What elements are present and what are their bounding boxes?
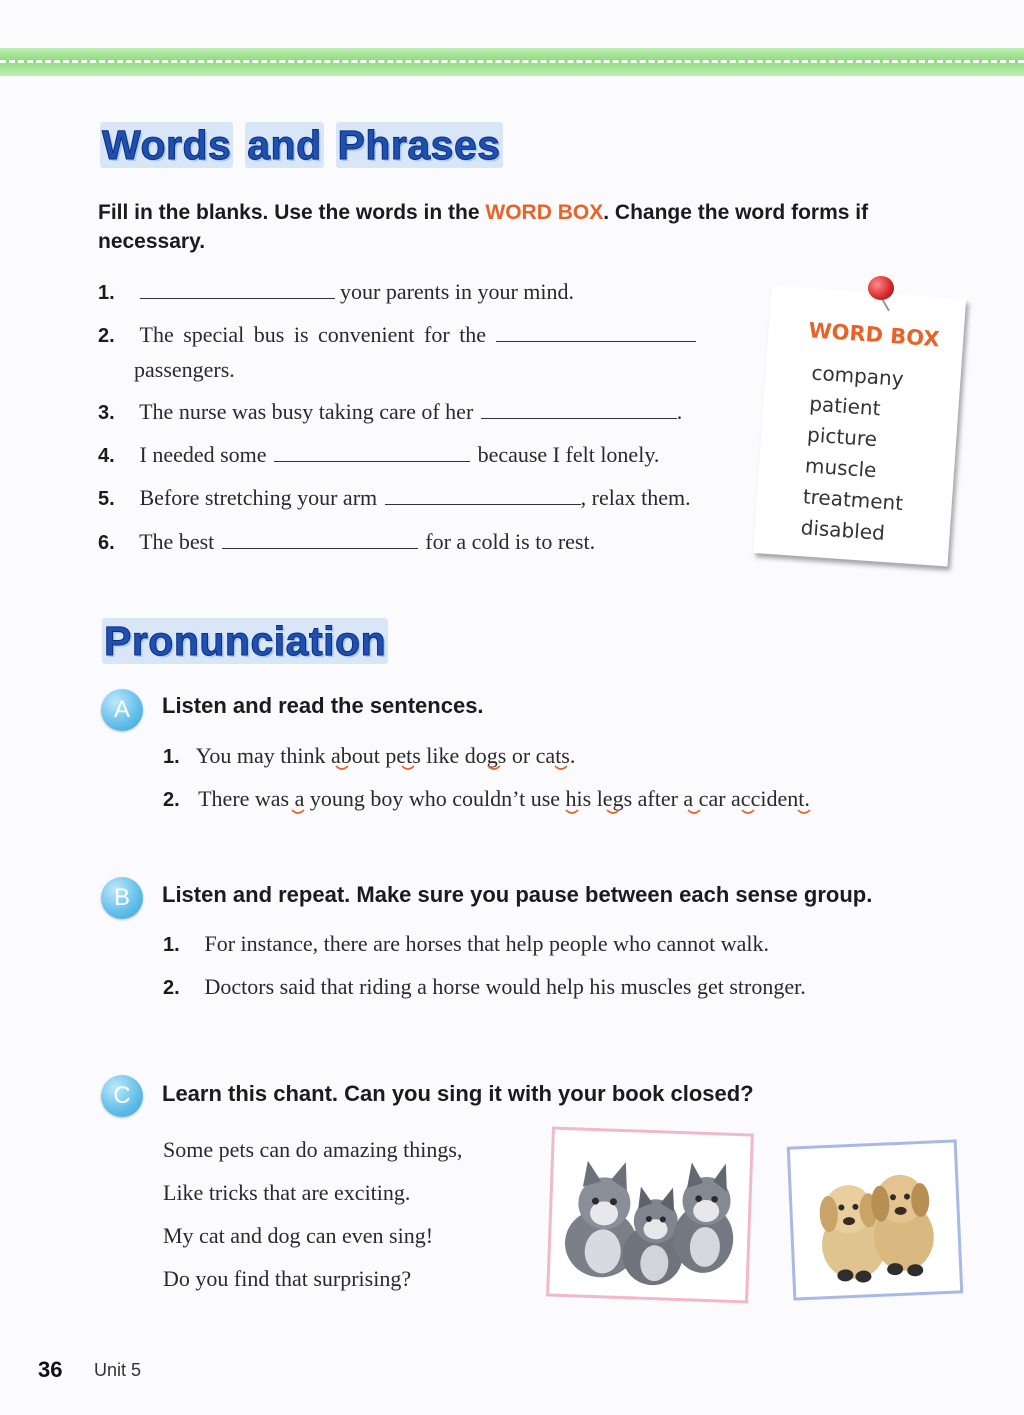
- exercise-item-4: 4. I needed some because I felt lonely.: [98, 442, 660, 467]
- part-a-title: Listen and read the sentences.: [162, 693, 484, 718]
- section-title-words-and-phrases: Words and Phrases: [102, 122, 501, 168]
- puppies-photo: [787, 1139, 964, 1300]
- word-box-word: patient: [808, 391, 882, 421]
- part-b-title: Listen and repeat. Make sure you pause between each sense group.: [162, 882, 873, 907]
- part-c-title: Learn this chant. Can you sing it with your book closed?: [162, 1081, 754, 1106]
- kittens-photo: [546, 1127, 754, 1304]
- part-b-item-1: 1. For instance, there are horses that help people who cannot walk.: [163, 931, 769, 956]
- unit-label: Unit 5: [94, 1360, 142, 1380]
- chant-line: Like tricks that are exciting.: [163, 1180, 411, 1205]
- puppies-image: [790, 1142, 960, 1297]
- part-c-badge: C: [101, 1075, 143, 1117]
- chant-line: My cat and dog can even sing!: [163, 1223, 434, 1248]
- chant-line: Some pets can do amazing things,: [163, 1137, 463, 1162]
- word-box-title: WORD BOX: [807, 318, 941, 352]
- kittens-image: [549, 1130, 751, 1301]
- exercise-item-6: 6. The best for a cold is to rest.: [98, 529, 596, 554]
- exercise-item-2: 2. The special bus is convenient for the: [98, 321, 696, 350]
- exercise-item-1: 1. your parents in your mind.: [98, 279, 575, 304]
- exercise-item-2-continuation: passengers.: [134, 357, 235, 382]
- word-box-highlight: WORD BOX: [485, 201, 604, 224]
- exercise-item-5: 5. Before stretching your arm , relax them.: [98, 485, 691, 510]
- word-box-word: muscle: [804, 453, 878, 483]
- part-a-item-2: 2. There was a young boy who couldn’t use his legs after a car accident.: [163, 786, 810, 811]
- page-number: 36: [38, 1357, 63, 1382]
- word-box-word: disabled: [799, 515, 886, 545]
- part-a-item-1: 1. You may think about pets like dogs or cats.: [163, 743, 576, 768]
- word-box-word: company: [810, 360, 905, 391]
- chant-line: Do you find that surprising?: [163, 1266, 412, 1291]
- part-a-badge: A: [101, 689, 143, 731]
- part-b-badge: B: [101, 877, 143, 919]
- section-title-pronunciation: Pronunciation: [104, 618, 387, 664]
- word-box-word: picture: [806, 422, 878, 452]
- exercise-item-3: 3. The nurse was busy taking care of her .: [98, 399, 683, 424]
- part-b-item-2: 2. Doctors said that riding a horse would help his muscles get stronger.: [163, 974, 806, 999]
- word-box-word: treatment: [802, 484, 904, 516]
- fill-in-instruction: Fill in the blanks. Use the words in the WORD BOX. Change the word forms if necessary.: [98, 201, 869, 253]
